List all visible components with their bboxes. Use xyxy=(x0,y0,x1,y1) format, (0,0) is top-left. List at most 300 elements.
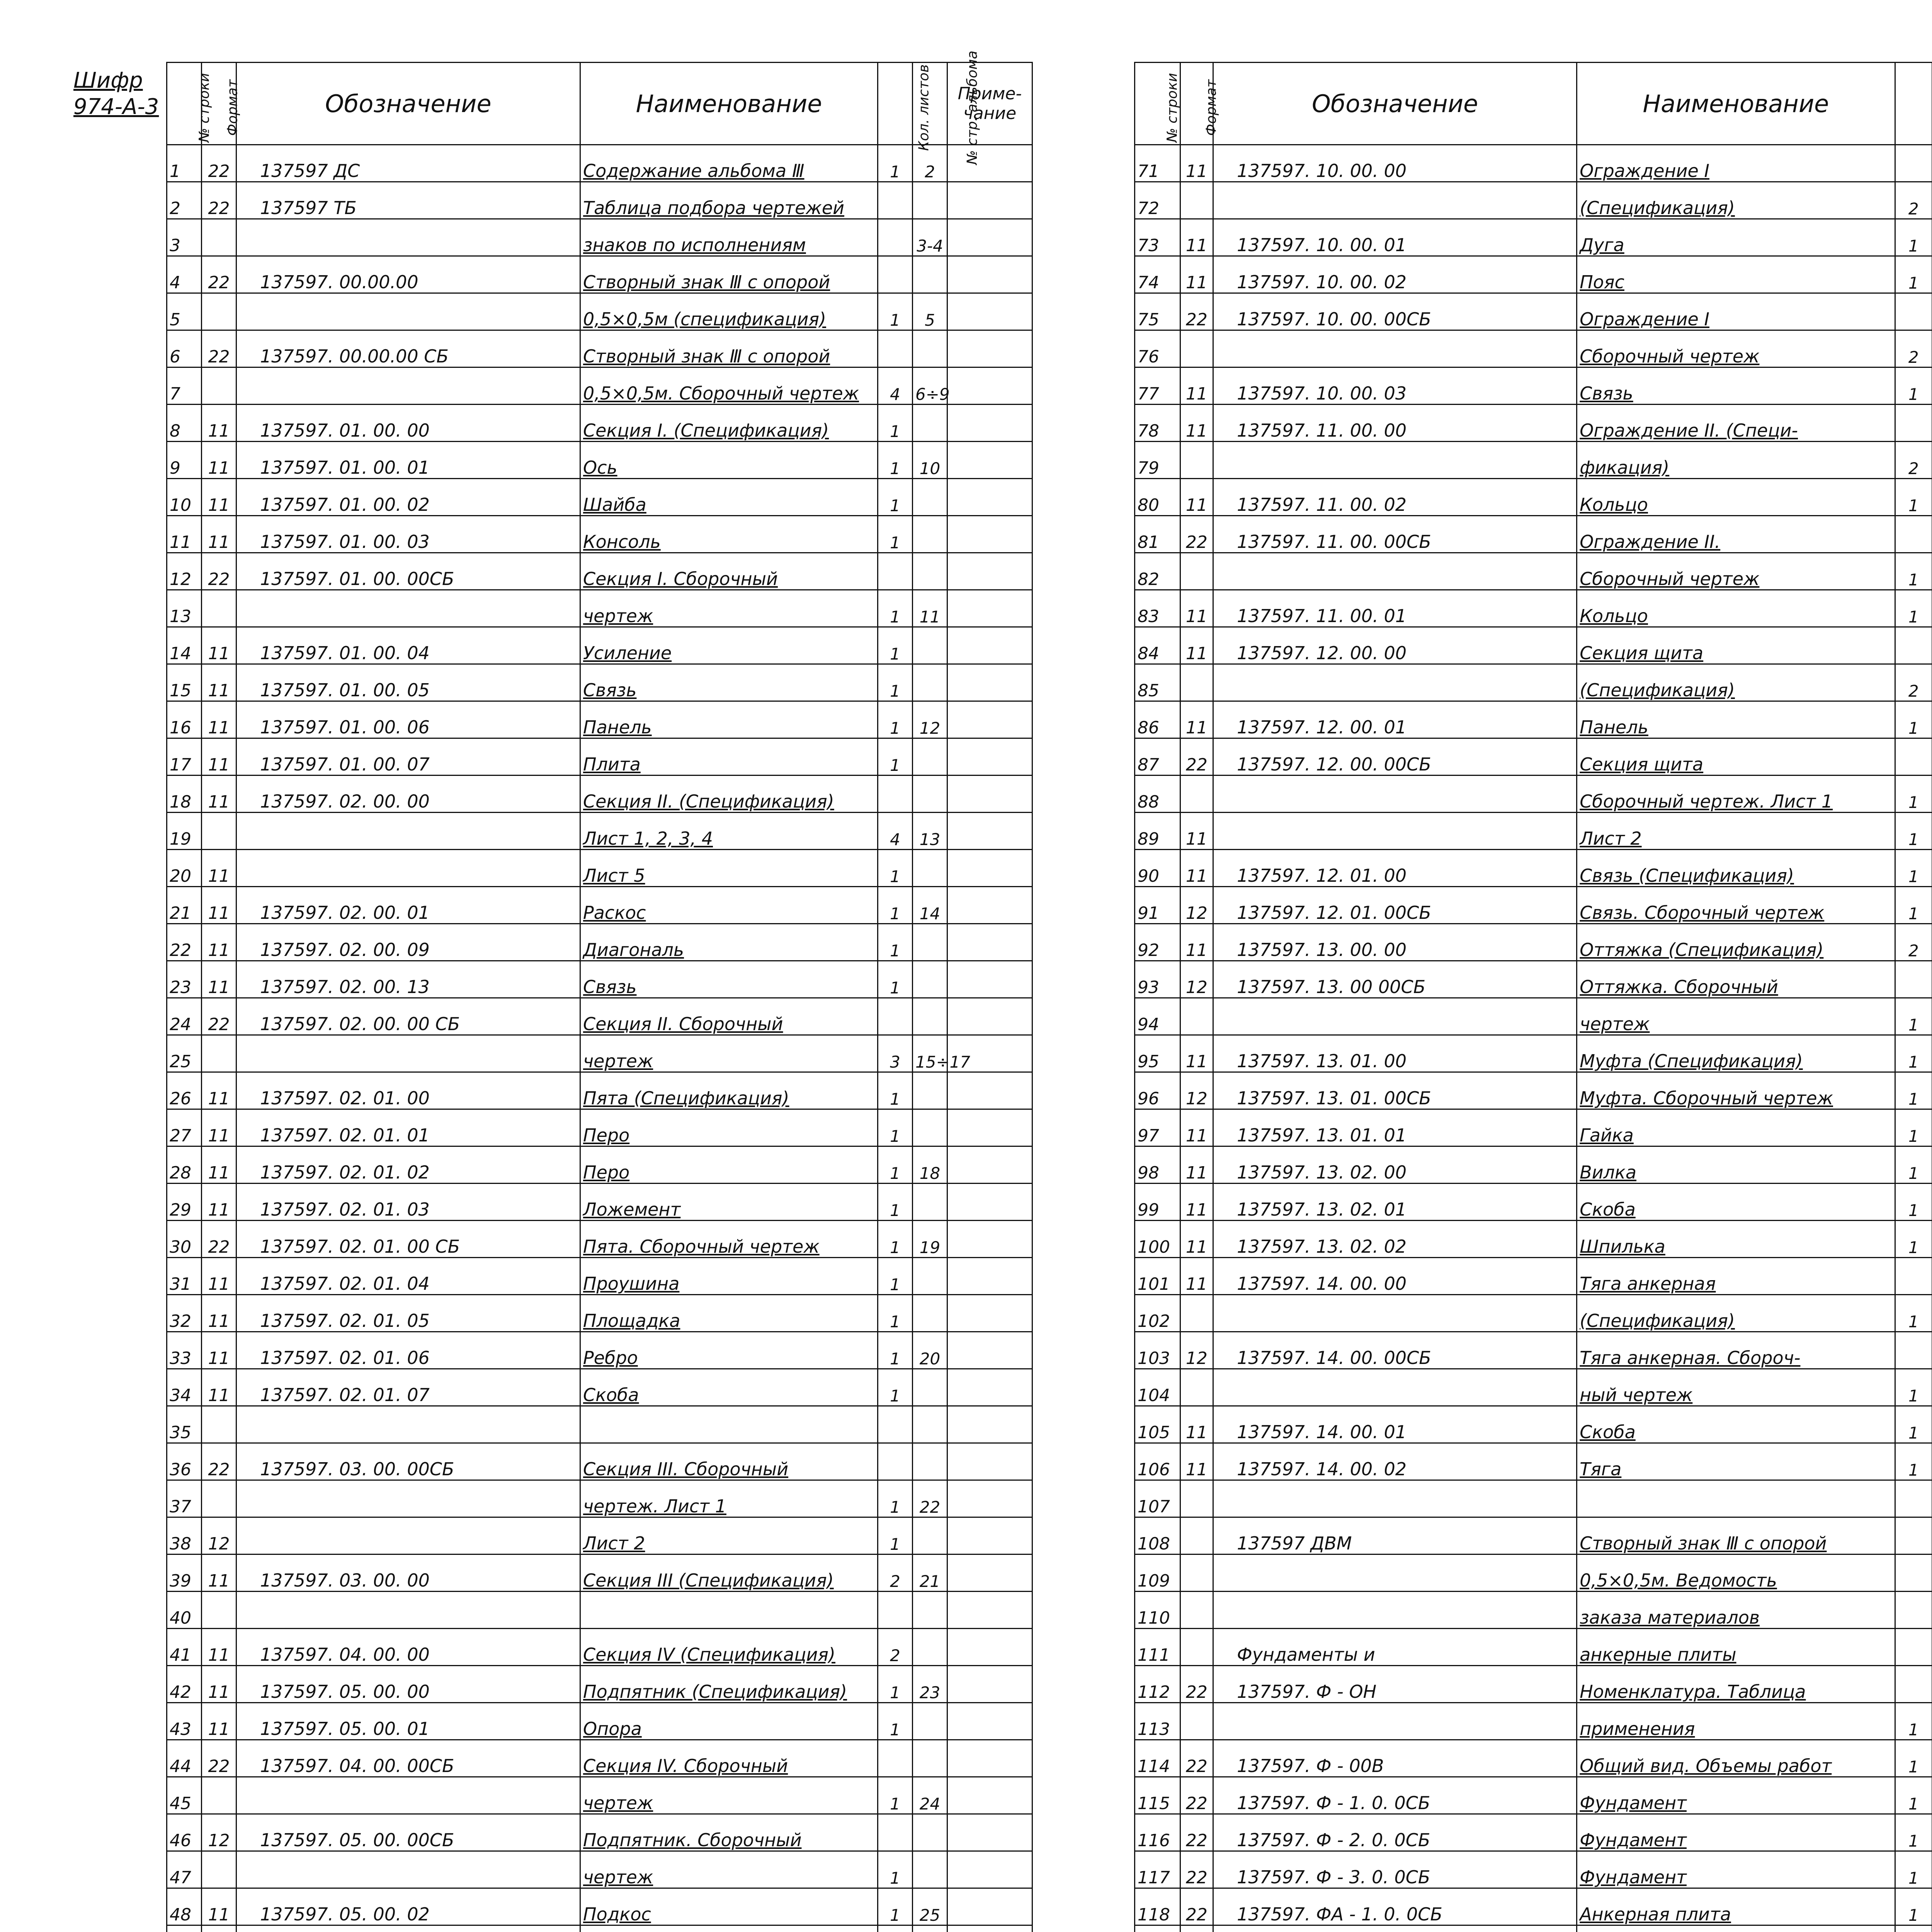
row-number: 98 xyxy=(1135,1146,1180,1184)
row-format xyxy=(202,1035,236,1072)
table-row xyxy=(1135,1703,1932,1740)
table-row xyxy=(167,1332,1032,1369)
row-designation: 137597. Ф - 2. 0. 0СБ xyxy=(1213,1814,1577,1851)
table-row xyxy=(167,701,1032,738)
row-name: Муфта (Спецификация) xyxy=(1577,1035,1895,1072)
row-sheets-count: 1 xyxy=(1895,553,1932,590)
row-format: 11 xyxy=(202,850,236,887)
row-name: Связь xyxy=(580,961,878,998)
row-number: 25 xyxy=(167,1035,202,1072)
row-format: 11 xyxy=(202,1184,236,1221)
row-format: 22 xyxy=(1180,1740,1213,1777)
row-album-sheet xyxy=(913,998,947,1035)
row-format xyxy=(202,219,236,256)
row-note xyxy=(947,1517,1032,1554)
row-designation: 137597. 02. 01. 01 xyxy=(236,1109,580,1146)
row-sheets-count: 1 xyxy=(1895,813,1932,850)
row-sheets-count xyxy=(1895,1554,1932,1592)
row-sheets-count: 1 xyxy=(1895,1888,1932,1925)
row-album-sheet: 25 xyxy=(913,1888,947,1925)
row-format: 22 xyxy=(202,1740,236,1777)
row-sheets-count: 1 xyxy=(1895,1184,1932,1221)
row-number: 93 xyxy=(1135,961,1180,998)
row-note xyxy=(947,813,1032,850)
row-designation xyxy=(1213,664,1577,701)
row-sheets-count: 1 xyxy=(878,1072,913,1109)
row-album-sheet: 20 xyxy=(913,1332,947,1369)
row-designation xyxy=(236,219,580,256)
row-note xyxy=(947,701,1032,738)
row-sheets-count: 1 xyxy=(878,1480,913,1517)
row-album-sheet: 11 xyxy=(913,590,947,627)
row-format: 11 xyxy=(1180,479,1213,516)
row-name: Пята (Спецификация) xyxy=(580,1072,878,1109)
row-format: 11 xyxy=(1180,405,1213,442)
row-designation: 137597. 14. 00. 01 xyxy=(1213,1406,1577,1443)
row-note xyxy=(947,182,1032,219)
table-row xyxy=(1135,998,1932,1035)
row-name: Секция III (Спецификация) xyxy=(580,1554,878,1592)
row-sheets-count: 1 xyxy=(878,961,913,998)
row-number: 76 xyxy=(1135,330,1180,367)
table-row xyxy=(1135,367,1932,405)
row-format: 11 xyxy=(202,1369,236,1406)
row-album-sheet: 19 xyxy=(913,1221,947,1258)
row-format: 11 xyxy=(1180,701,1213,738)
row-name: чертеж xyxy=(580,1777,878,1814)
row-sheets-count: 1 xyxy=(1895,367,1932,405)
row-format: 11 xyxy=(202,1888,236,1925)
header-row-no: № строки xyxy=(1135,63,1180,145)
row-number: 5 xyxy=(167,293,202,330)
row-format xyxy=(202,813,236,850)
row-name: Пояс xyxy=(1577,256,1895,293)
row-note xyxy=(947,738,1032,776)
row-format: 11 xyxy=(1180,145,1213,182)
table-row xyxy=(1135,1480,1932,1517)
row-name: Шайба xyxy=(580,479,878,516)
table-row xyxy=(167,1703,1032,1740)
row-album-sheet xyxy=(913,627,947,664)
row-name xyxy=(1577,1480,1895,1517)
row-format xyxy=(1180,1295,1213,1332)
row-name: Оттяжка (Спецификация) xyxy=(1577,924,1895,961)
row-number: 21 xyxy=(167,887,202,924)
table-row xyxy=(167,1554,1032,1592)
row-number: 117 xyxy=(1135,1851,1180,1888)
row-sheets-count: 1 xyxy=(1895,850,1932,887)
shifr-block xyxy=(73,68,166,120)
row-sheets-count xyxy=(1895,1480,1932,1517)
row-note xyxy=(947,516,1032,553)
row-designation: 137597. 02. 01. 00 СБ xyxy=(236,1221,580,1258)
row-name: Подкос xyxy=(580,1888,878,1925)
row-sheets-count xyxy=(878,256,913,293)
row-number: 78 xyxy=(1135,405,1180,442)
table-row xyxy=(1135,1109,1932,1146)
row-format: 22 xyxy=(202,1443,236,1480)
row-number: 104 xyxy=(1135,1369,1180,1406)
table-row xyxy=(167,1925,1032,1932)
row-designation: 137597. 12. 00. 00СБ xyxy=(1213,738,1577,776)
row-designation: 137597. 01. 00. 06 xyxy=(236,701,580,738)
row-number: 43 xyxy=(167,1703,202,1740)
row-note xyxy=(947,961,1032,998)
row-note xyxy=(947,1814,1032,1851)
row-name: Створный знак Ⅲ с опорой xyxy=(580,256,878,293)
row-sheets-count xyxy=(878,1592,913,1629)
row-number: 108 xyxy=(1135,1517,1180,1554)
row-album-sheet: 3-4 xyxy=(913,219,947,256)
row-number: 18 xyxy=(167,776,202,813)
row-number: 29 xyxy=(167,1184,202,1221)
table-row xyxy=(1135,1146,1932,1184)
row-designation: Фундаменты и xyxy=(1213,1629,1577,1666)
table-row xyxy=(1135,1814,1932,1851)
row-sheets-count: 1 xyxy=(878,442,913,479)
row-format: 11 xyxy=(202,627,236,664)
row-designation: 137597. 01. 00. 04 xyxy=(236,627,580,664)
row-sheets-count: 1 xyxy=(1895,701,1932,738)
row-number: 26 xyxy=(167,1072,202,1109)
row-format xyxy=(202,1406,236,1443)
row-name: Консоль xyxy=(580,516,878,553)
row-number: 14 xyxy=(167,627,202,664)
row-sheets-count: 1 xyxy=(878,1703,913,1740)
row-format xyxy=(1180,1925,1213,1932)
table-row xyxy=(1135,1258,1932,1295)
row-number: 91 xyxy=(1135,887,1180,924)
row-designation xyxy=(236,1517,580,1554)
row-number: 33 xyxy=(167,1332,202,1369)
row-name: (Спецификация) xyxy=(1577,1295,1895,1332)
row-format: 11 xyxy=(202,405,236,442)
row-name: Кольцо xyxy=(1577,479,1895,516)
row-name: Оттяжка. Сборочный xyxy=(1577,961,1895,998)
row-number: 111 xyxy=(1135,1629,1180,1666)
row-format: 11 xyxy=(202,516,236,553)
row-sheets-count: 1 xyxy=(1895,776,1932,813)
row-sheets-count xyxy=(1895,961,1932,998)
row-note xyxy=(947,1554,1032,1592)
row-designation xyxy=(1213,1480,1577,1517)
row-name: Кольцо xyxy=(1577,590,1895,627)
row-designation: 137597. ФА - 1. 0. 0СБ xyxy=(1213,1888,1577,1925)
row-designation: 137597. 01. 00. 05 xyxy=(236,664,580,701)
row-album-sheet xyxy=(913,1295,947,1332)
row-format: 11 xyxy=(202,479,236,516)
row-number: 87 xyxy=(1135,738,1180,776)
row-note xyxy=(947,1332,1032,1369)
row-name: Тяга анкерная xyxy=(1577,1258,1895,1295)
table-row xyxy=(1135,1888,1932,1925)
row-number: 11 xyxy=(167,516,202,553)
row-number: 38 xyxy=(167,1517,202,1554)
row-number: 84 xyxy=(1135,627,1180,664)
table-row xyxy=(167,1666,1032,1703)
row-name: Подпятник (Спецификация) xyxy=(580,1666,878,1703)
row-name: Связь xyxy=(1577,367,1895,405)
row-album-sheet xyxy=(913,1592,947,1629)
row-designation: 137597. 01. 00. 03 xyxy=(236,516,580,553)
row-note xyxy=(947,887,1032,924)
row-number: 103 xyxy=(1135,1332,1180,1369)
table-row xyxy=(1135,516,1932,553)
row-album-sheet: 22 xyxy=(913,1480,947,1517)
row-note xyxy=(947,1295,1032,1332)
row-number: 105 xyxy=(1135,1406,1180,1443)
row-format: 12 xyxy=(1180,887,1213,924)
row-format xyxy=(1180,182,1213,219)
row-format: 11 xyxy=(1180,590,1213,627)
row-designation: 137597. 12. 01. 00 xyxy=(1213,850,1577,887)
table-row xyxy=(167,1221,1032,1258)
row-designation xyxy=(1213,998,1577,1035)
row-format xyxy=(202,1777,236,1814)
row-name: фикация) xyxy=(1577,442,1895,479)
row-designation xyxy=(1213,776,1577,813)
row-sheets-count: 1 xyxy=(878,479,913,516)
row-designation: 137597. 03. 00. 00 xyxy=(236,1554,580,1592)
table-row xyxy=(1135,813,1932,850)
row-name: Секция IV (Спецификация) xyxy=(580,1629,878,1666)
row-format: 12 xyxy=(1180,961,1213,998)
row-name: Фундамент xyxy=(1577,1851,1895,1888)
row-name xyxy=(580,1592,878,1629)
table-row xyxy=(167,405,1032,442)
row-name: Створный знак Ⅲ с опорой xyxy=(580,330,878,367)
row-format: 11 xyxy=(1180,1443,1213,1480)
row-number: 106 xyxy=(1135,1443,1180,1480)
row-note xyxy=(947,998,1032,1035)
row-note xyxy=(947,1443,1032,1480)
table-row xyxy=(167,1888,1032,1925)
row-number: 96 xyxy=(1135,1072,1180,1109)
row-number: 90 xyxy=(1135,850,1180,887)
row-number: 16 xyxy=(167,701,202,738)
row-designation: 137597. 02. 01. 04 xyxy=(236,1258,580,1295)
row-number xyxy=(167,1925,202,1932)
row-number: 82 xyxy=(1135,553,1180,590)
row-number: 7 xyxy=(167,367,202,405)
row-format: 11 xyxy=(202,664,236,701)
table-row xyxy=(1135,330,1932,367)
row-designation: 137597. 13. 01. 00СБ xyxy=(1213,1072,1577,1109)
row-sheets-count: 1 xyxy=(878,924,913,961)
row-name: Ограждение I xyxy=(1577,145,1895,182)
row-designation: 137597. 13. 02. 00 xyxy=(1213,1146,1577,1184)
header-format: Формат xyxy=(1180,63,1213,145)
row-sheets-count: 1 xyxy=(1895,1035,1932,1072)
header-designation: Обозначение xyxy=(236,63,580,145)
row-format xyxy=(1180,1629,1213,1666)
row-sheets-count: 1 xyxy=(1895,479,1932,516)
row-format xyxy=(202,1925,236,1932)
row-designation: 137597. 01. 00. 01 xyxy=(236,442,580,479)
table-row xyxy=(1135,1072,1932,1109)
table-row xyxy=(167,1480,1032,1517)
table-row xyxy=(167,1258,1032,1295)
row-note xyxy=(947,1666,1032,1703)
row-name: Содержание альбома Ⅲ xyxy=(580,145,878,182)
row-format: 11 xyxy=(202,701,236,738)
table-row xyxy=(1135,701,1932,738)
row-sheets-count: 4 xyxy=(878,813,913,850)
row-name: Сборочный чертеж. Лист 1 xyxy=(1577,776,1895,813)
row-name: (Спецификация) xyxy=(1577,664,1895,701)
table-row xyxy=(1135,1184,1932,1221)
row-designation: 137597. 05. 00. 01 xyxy=(236,1703,580,1740)
row-name: Лист 2 xyxy=(580,1517,878,1554)
row-album-sheet xyxy=(913,1925,947,1932)
row-designation xyxy=(236,813,580,850)
row-sheets-count xyxy=(878,182,913,219)
row-sheets-count: 1 xyxy=(1895,998,1932,1035)
row-sheets-count: 1 xyxy=(878,738,913,776)
row-number: 17 xyxy=(167,738,202,776)
row-note xyxy=(947,1369,1032,1406)
row-format xyxy=(1180,776,1213,813)
row-sheets-count: 1 xyxy=(1895,1221,1932,1258)
row-note xyxy=(947,1258,1032,1295)
row-name: Плита xyxy=(580,738,878,776)
row-sheets-count: 3 xyxy=(878,1035,913,1072)
row-format: 22 xyxy=(202,182,236,219)
row-number: 74 xyxy=(1135,256,1180,293)
row-format: 22 xyxy=(1180,1814,1213,1851)
table-row xyxy=(167,1146,1032,1184)
row-designation: 137597. 02. 01. 00 xyxy=(236,1072,580,1109)
row-number: 24 xyxy=(167,998,202,1035)
row-designation xyxy=(1213,1295,1577,1332)
row-format: 22 xyxy=(202,330,236,367)
row-designation: 137597 ДВМ xyxy=(1213,1517,1577,1554)
row-name: Связь xyxy=(580,664,878,701)
row-designation: 137597. 04. 00. 00СБ xyxy=(236,1740,580,1777)
row-sheets-count xyxy=(1895,738,1932,776)
row-sheets-count: 1 xyxy=(1895,1295,1932,1332)
row-format: 12 xyxy=(1180,1072,1213,1109)
row-number: 75 xyxy=(1135,293,1180,330)
row-album-sheet xyxy=(913,924,947,961)
row-number: 107 xyxy=(1135,1480,1180,1517)
row-album-sheet: 23 xyxy=(913,1666,947,1703)
row-designation xyxy=(236,293,580,330)
table-row xyxy=(1135,1517,1932,1554)
row-designation: 137597. Ф - ОН xyxy=(1213,1666,1577,1703)
row-sheets-count: 2 xyxy=(878,1554,913,1592)
row-sheets-count: 1 xyxy=(878,1666,913,1703)
row-sheets-count: 1 xyxy=(1895,1777,1932,1814)
row-note xyxy=(947,442,1032,479)
row-number: 100 xyxy=(1135,1221,1180,1258)
row-album-sheet: 5 xyxy=(913,293,947,330)
row-name: Лист 1, 2, 3, 4 xyxy=(580,813,878,850)
row-note xyxy=(947,1703,1032,1740)
table-row xyxy=(167,145,1032,182)
row-album-sheet: 2 xyxy=(913,145,947,182)
table-row xyxy=(167,1406,1032,1443)
row-number: 36 xyxy=(167,1443,202,1480)
row-sheets-count: 1 xyxy=(878,1295,913,1332)
row-designation: 137597. 13. 00 00СБ xyxy=(1213,961,1577,998)
table-row xyxy=(167,1072,1032,1109)
row-sheets-count: 2 xyxy=(878,1629,913,1666)
row-designation xyxy=(236,1035,580,1072)
row-album-sheet xyxy=(913,1517,947,1554)
row-sheets-count xyxy=(878,1406,913,1443)
table-row xyxy=(1135,961,1932,998)
row-designation: 137597. 13. 01. 00 xyxy=(1213,1035,1577,1072)
row-format: 22 xyxy=(1180,1666,1213,1703)
row-number: 3 xyxy=(167,219,202,256)
row-note xyxy=(947,219,1032,256)
table-row xyxy=(1135,1925,1932,1932)
table-row xyxy=(167,1443,1032,1480)
row-number: 4 xyxy=(167,256,202,293)
row-album-sheet xyxy=(913,516,947,553)
row-number: 81 xyxy=(1135,516,1180,553)
row-name: Ограждение II. (Специ- xyxy=(1577,405,1895,442)
row-format: 11 xyxy=(1180,850,1213,887)
row-note xyxy=(947,1184,1032,1221)
row-name: Секция II. (Спецификация) xyxy=(580,776,878,813)
row-album-sheet: 12 xyxy=(913,701,947,738)
table-row xyxy=(1135,1592,1932,1629)
table-row xyxy=(1135,553,1932,590)
row-name: Таблица подбора чертежей xyxy=(580,182,878,219)
row-sheets-count: 1 xyxy=(1895,1109,1932,1146)
header-sheets-count: Кол. листов xyxy=(878,63,913,145)
row-designation: 137597. 11. 00. 00 xyxy=(1213,405,1577,442)
row-note xyxy=(947,330,1032,367)
row-sheets-count xyxy=(878,553,913,590)
table-row xyxy=(1135,887,1932,924)
row-number: 10 xyxy=(167,479,202,516)
row-album-sheet: 13 xyxy=(913,813,947,850)
row-number: 15 xyxy=(167,664,202,701)
row-format: 11 xyxy=(1180,1035,1213,1072)
row-format: 22 xyxy=(202,256,236,293)
row-name: чертеж xyxy=(580,1851,878,1888)
row-number: 79 xyxy=(1135,442,1180,479)
row-number: 80 xyxy=(1135,479,1180,516)
row-format: 11 xyxy=(202,1258,236,1295)
table-row xyxy=(1135,1629,1932,1666)
row-number: 34 xyxy=(167,1369,202,1406)
row-album-sheet xyxy=(913,1369,947,1406)
row-sheets-count xyxy=(1895,293,1932,330)
row-sheets-count: 1 xyxy=(1895,1703,1932,1740)
row-format xyxy=(202,590,236,627)
row-designation: 137597. 10. 00. 03 xyxy=(1213,367,1577,405)
row-number: 102 xyxy=(1135,1295,1180,1332)
row-format xyxy=(1180,553,1213,590)
row-designation: 137597. 02. 00. 00 xyxy=(236,776,580,813)
row-album-sheet xyxy=(913,1851,947,1888)
row-name: знаков по исполнениям xyxy=(580,219,878,256)
row-number: 71 xyxy=(1135,145,1180,182)
row-number: 44 xyxy=(167,1740,202,1777)
row-designation: 137597. 03. 00. 00СБ xyxy=(236,1443,580,1480)
row-name: ный чертеж xyxy=(1577,1369,1895,1406)
row-name: Номенклатура. Таблица xyxy=(1577,1666,1895,1703)
row-album-sheet: 18 xyxy=(913,1146,947,1184)
row-sheets-count: 4 xyxy=(878,367,913,405)
row-number: 95 xyxy=(1135,1035,1180,1072)
row-format: 12 xyxy=(1180,1332,1213,1369)
row-format xyxy=(1180,1703,1213,1740)
